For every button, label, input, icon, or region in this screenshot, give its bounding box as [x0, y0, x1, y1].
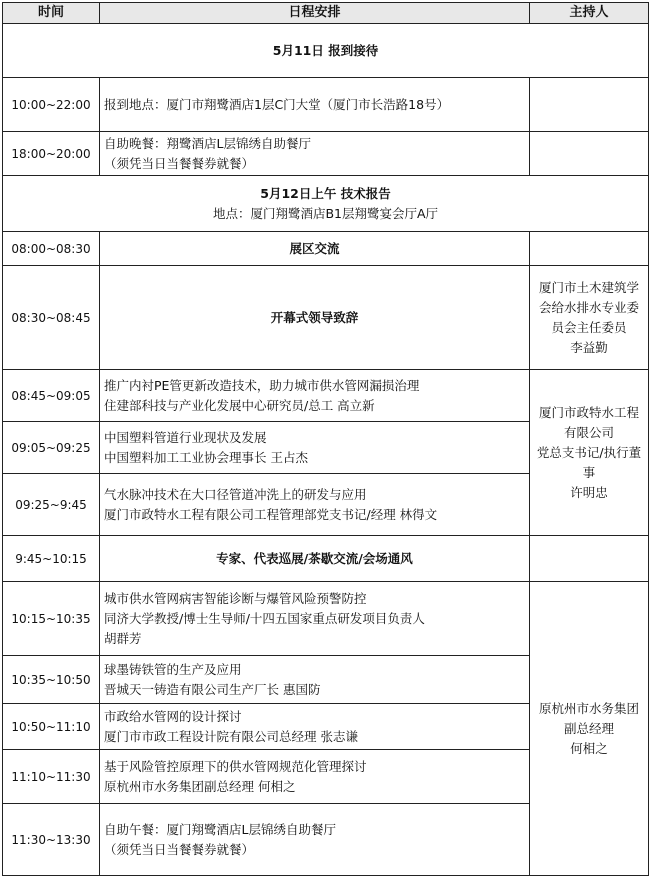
table-row [3, 232, 649, 266]
host-cell [530, 266, 649, 370]
talk-speaker: 厦门市政特水工程有限公司工程管理部党支书记/经理 林得文 [104, 506, 438, 522]
expo-label: 展区交流 [100, 232, 530, 266]
talk-title: 基于风险管控原理下的供水管网规范化管理探讨 [104, 758, 367, 774]
table-row [3, 132, 649, 176]
talk-speaker: 中国塑料加工工业协会理事长 王占杰 [104, 449, 308, 465]
host-name: 许明忠 [570, 484, 608, 500]
time-cell: 10:50~11:10 [3, 704, 100, 750]
time-cell: 10:15~10:35 [3, 582, 100, 656]
host-cell [530, 582, 649, 876]
host-cell [530, 78, 649, 132]
host-org: 厦门市政特水工程有限公司 [538, 404, 639, 440]
time-cell: 11:10~11:30 [3, 750, 100, 804]
host-cell [530, 232, 649, 266]
opening-label: 开幕式领导致辞 [100, 266, 530, 370]
schedule-cell [100, 582, 530, 656]
talk-title: 气水脉冲技术在大口径管道冲洗上的研发与应用 [104, 486, 367, 502]
header-host: 主持人 [530, 3, 649, 24]
schedule-cell [100, 750, 530, 804]
header-row [3, 3, 649, 24]
talk-title: 城市供水管网病害智能诊断与爆管风险预警防控 [104, 590, 367, 606]
schedule-table [2, 2, 649, 876]
schedule-cell [100, 704, 530, 750]
talk-title: 推广内衬PE管更新改造技术，助力城市供水管网漏损治理 [104, 377, 420, 393]
talk-speaker: 同济大学教授/博士生导师/十四五国家重点研发项目负责人 [104, 610, 425, 626]
host-title: 原杭州市水务集团副总经理 [538, 700, 639, 736]
table-row [3, 266, 649, 370]
talk-title: 市政给水管网的设计探讨 [104, 708, 242, 724]
break-label: 专家、代表巡展/茶歇交流/会场通风 [100, 536, 530, 582]
table-row [3, 536, 649, 582]
talk-speaker-name: 胡群芳 [104, 630, 142, 646]
schedule-cell [100, 78, 530, 132]
talk-title: 中国塑料管道行业现状及发展 [104, 429, 267, 445]
schedule-cell [100, 474, 530, 536]
time-cell: 09:25~9:45 [3, 474, 100, 536]
time-cell: 9:45~10:15 [3, 536, 100, 582]
time-cell: 08:45~09:05 [3, 370, 100, 422]
day1-title: 5月11日 报到接待 [3, 24, 649, 78]
time-cell: 08:00~08:30 [3, 232, 100, 266]
table-row [3, 582, 649, 656]
schedule-line: （须凭当日当餐餐券就餐） [104, 841, 255, 857]
day1-title-row [3, 24, 649, 78]
talk-title: 球墨铸铁管的生产及应用 [104, 661, 242, 677]
schedule-cell [100, 656, 530, 704]
talk-speaker: 晋城天一铸造有限公司生产厂长 惠国防 [104, 681, 321, 697]
host-name: 何相之 [570, 740, 608, 756]
schedule-cell [100, 132, 530, 176]
schedule-cell [100, 422, 530, 474]
day2-venue: 地点：厦门翔鹭酒店B1层翔鹭宴会厅A厅 [212, 205, 439, 221]
host-cell [530, 536, 649, 582]
schedule-cell [100, 370, 530, 422]
talk-speaker: 厦门市市政工程设计院有限公司总经理 张志谦 [104, 728, 358, 744]
table-row [3, 370, 649, 422]
host-cell [530, 132, 649, 176]
host-title: 党总支书记/执行董事 [536, 444, 642, 480]
host-name: 李益勤 [570, 339, 608, 355]
schedule-line: 报到地点：厦门市翔鹭酒店1层C门大堂（厦门市长浩路18号） [104, 96, 450, 112]
schedule-line: 自助午餐：厦门翔鹭酒店L层锦绣自助餐厅 [104, 821, 336, 837]
host-cell [530, 370, 649, 536]
time-cell: 11:30~13:30 [3, 804, 100, 876]
header-schedule: 日程安排 [100, 3, 530, 24]
host-title: 厦门市土木建筑学会给水排水专业委员会主任委员 [538, 279, 639, 335]
talk-speaker: 原杭州市水务集团副总经理 何相之 [104, 778, 296, 794]
table-row [3, 78, 649, 132]
time-cell: 10:35~10:50 [3, 656, 100, 704]
day2-title: 5月12日上午 技术报告 [260, 185, 391, 201]
day2-title-cell [3, 176, 649, 232]
time-cell: 09:05~09:25 [3, 422, 100, 474]
schedule-line: 自助晚餐：翔鹭酒店L层锦绣自助餐厅 [104, 135, 311, 151]
header-time: 时间 [3, 3, 100, 24]
time-cell: 08:30~08:45 [3, 266, 100, 370]
time-cell: 10:00~22:00 [3, 78, 100, 132]
talk-speaker: 住建部科技与产业化发展中心研究员/总工 高立新 [104, 397, 375, 413]
time-cell: 18:00~20:00 [3, 132, 100, 176]
schedule-cell [100, 804, 530, 876]
schedule-line: （须凭当日当餐餐券就餐） [104, 155, 255, 171]
day2-title-row [3, 176, 649, 232]
